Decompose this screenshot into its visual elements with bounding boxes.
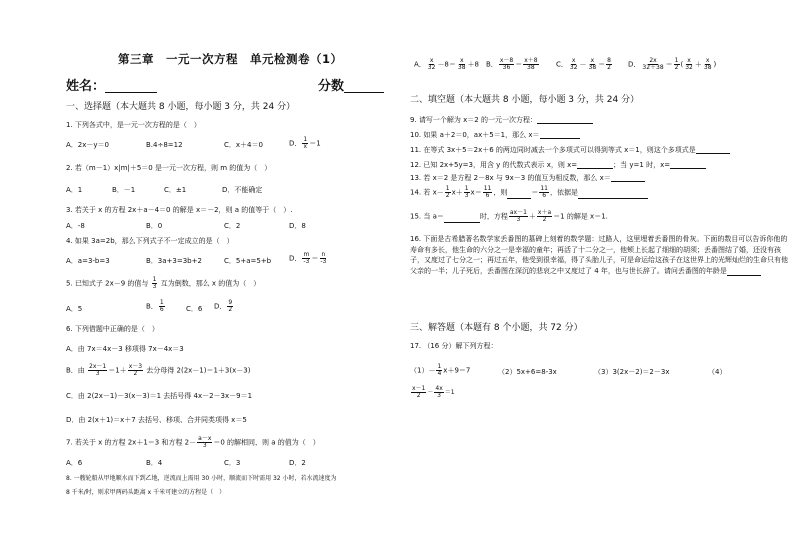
question-14: 14. 若 x－ $\frac{1}{2}$ x＋ $\frac{1}{3}$ x＝ $\frac{11}{6}$ ，则 ＝ $\frac{11}{6}$ ，依据是 (410, 186, 648, 199)
q1-option-b[interactable]: B.4÷8=12 (146, 141, 183, 149)
question-17: 17. （16 分）解下列方程： (410, 342, 498, 350)
q17-part-3: （3）3(2x－2)＝2－3x (594, 368, 670, 376)
question-11: 11. 在等式 3x＋5＝2x＋6 的两边同时减去一个多项式可以得到等式 x＝1，则这个多项式是 (410, 146, 730, 154)
section-title-choice: 一、选择题（本大题共 8 小题，每小题 3 分，共 24 分） (66, 102, 296, 112)
q15-blank[interactable] (444, 215, 480, 223)
q7-option-a[interactable]: A．6 (66, 459, 83, 467)
q1-option-d[interactable]: D． $\frac{1}{x}$ ＝1 (289, 136, 321, 150)
q9-blank[interactable] (537, 116, 593, 124)
q5-option-c[interactable]: C．6 (186, 305, 203, 313)
q6-option-c[interactable]: C．由 2(2x－1)－3(x－3)＝1 去括号得 4x－2－3x－9＝1 (66, 392, 253, 400)
question-4: 4. 如果 3a=2b，那么下列式子不一定成立的是（ ） (66, 237, 234, 245)
q6-option-d[interactable]: D．由 2(x＋1)＝x＋7 去括号、移项、合并同类项得 x＝5 (66, 416, 247, 424)
q3-option-b[interactable]: B．0 (146, 222, 163, 230)
q14-blank-2[interactable] (578, 191, 648, 199)
q14-blank-1[interactable] (507, 191, 531, 199)
score-blank[interactable] (344, 82, 384, 93)
q8-option-c[interactable]: C． $\frac{x}{32}$ － $\frac{x}{38}$ ＝ $\frac{8}{2}$ (556, 57, 611, 71)
question-7: 7. 若关于 x 的方程 2x＋1＝3 和方程 2－ $\frac{a-x}{3}$ ＝0 的解相同，则 a 的值为（ ） (66, 435, 320, 449)
question-15: 15. 当 a＝ 时，方程 $\frac{ax-1}{3}$ ＋ $\frac{x+a}{2}$ ＝1 的解是 x＝1. (410, 209, 608, 223)
question-2: 2. 若（m－1）x|m|＋5＝0 是一元一次方程，则 m 的值为（ ） (66, 164, 272, 172)
q17-part-1: （1）－ $\frac{1}{4}$ x＋9＝7 (410, 363, 471, 377)
q4-option-b[interactable]: B．3a+3=3b+2 (146, 257, 202, 265)
q2-option-a[interactable]: A．1 (66, 186, 83, 194)
q4-option-a[interactable]: A．a=3-b=3 (66, 257, 110, 265)
question-12: 12. 已知 2x+5y=3，用含 y 的代数式表示 x，则 x= ；当 y=1 时，x= (410, 161, 706, 169)
question-13: 13. 若 x＝2 是方程 2－8x 与 9x－3 的值互为相反数，那么 x＝ (410, 174, 645, 182)
q1-option-a[interactable]: A．2x－y＝0 (66, 141, 109, 149)
q2-option-c[interactable]: C．±1 (164, 186, 187, 194)
q4-option-d[interactable]: D． $\frac{m}{-3}$ ＝ $\frac{n}{-3}$ (289, 251, 327, 265)
name-field (66, 80, 157, 93)
question-1: 1. 下列各式中，是一元一次方程的是（ ） (66, 121, 201, 129)
page-title: 第三章 一元一次方程 单元检测卷（1） (118, 52, 343, 66)
name-blank[interactable] (105, 82, 157, 93)
q8-option-a[interactable]: A． $\frac{x}{32}$ －8＝ $\frac{x}{38}$ ＋8 (414, 57, 480, 71)
q12-blank-1[interactable] (577, 161, 613, 169)
question-8-line-1: 8. 一艘轮船从甲地顺水而下到乙地，逆流而上需用 30 小时，顺流而下时需用 32 小时，若水流速度为 (66, 475, 337, 482)
q7-option-c[interactable]: C．3 (224, 459, 241, 467)
q3-option-d[interactable]: D．8 (289, 222, 306, 230)
q2-option-d[interactable]: D．不能确定 (222, 186, 263, 194)
q11-blank[interactable] (696, 146, 730, 154)
question-8-line-2: 8 千米/时，则求甲两码头距离 x 千米可建立的方程是（ ） (66, 489, 226, 496)
question-10: 10. 如果 a＋2＝0，ax＋5＝1，那么 x＝ (410, 131, 580, 139)
section-title-answer: 三、解答题（本题有 8 个小题，共 72 分） (410, 323, 583, 333)
q2-option-b[interactable]: B．－1 (112, 186, 136, 194)
q5-option-a[interactable]: A．5 (66, 305, 83, 313)
q4-option-c[interactable]: C．5+a=5+b (224, 257, 272, 265)
question-5: 5. 已知式子 2x－9 的值与 $\frac{1}{3}$ 互为倒数，那么 x 的值为（ ） (66, 276, 261, 290)
q10-blank[interactable] (540, 131, 580, 139)
question-16: 16. 下面是古希腊著名数学家丢番图的墓碑上刻着的数学题：过路人，这里埋着丢番图的骨灰。下面的数目可以告诉你他的寿命有多长，他生命的六分之一是幸福的童年；再活了十二分之一，他颊上长起了细细的胡须；丢番图结了婚，还没有孩子，又度过了七分之一；再过五年，他受到很幸福，得了头胎儿子，可是命运给这孩子在这世界上的光辉灿烂的生命只有他父亲的一半；儿子死后，丢番图在深沉的悲哀之中又度过了 4 年，也与世长辞了。请问丢番图的年龄是 (410, 235, 788, 275)
q8-option-b[interactable]: B． $\frac{x-8}{36}$ ＝ $\frac{x+8}{38}$ (486, 57, 538, 71)
q7-option-b[interactable]: B．4 (146, 459, 163, 467)
q17-part-4-equation: $\frac{x-1}{2}$ － $\frac{4x}{3}$ ＝1 (412, 385, 455, 399)
q6-option-b[interactable]: B．由 $\frac{2x-1}{3}$ ＝1＋ $\frac{x-3}{2}$ 去分母得 2(2x－1)＝1＋3(x－3) (66, 363, 251, 377)
section-title-fill: 二、填空题（本大题共 8 小题，每小题 3 分，共 24 分） (410, 95, 640, 105)
q8-option-d[interactable]: D． $\frac{2x}{32+38}$ ＝ $\frac{1}{2}$ ( $\frac{x}{32}$ ＋ $\frac{x}{38}$ ) (628, 57, 717, 71)
q3-option-c[interactable]: C．2 (224, 222, 241, 230)
q12-blank-2[interactable] (670, 161, 706, 169)
q16-blank[interactable] (727, 268, 761, 276)
q17-part-2: （2）5x+6=8-3x (498, 368, 557, 376)
question-3: 3. 若关于 x 的方程 2x＋a－4＝0 的解是 x＝－2，则 a 的值等于（ ）. (66, 206, 293, 214)
q5-option-d[interactable]: D． $\frac{9}{2}$ (214, 299, 233, 313)
question-6: 6. 下列借题中正确的是（ ） (66, 325, 159, 333)
q7-option-d[interactable]: D．2 (289, 459, 306, 467)
q13-blank[interactable] (611, 174, 645, 182)
name-label: 姓名： (66, 79, 106, 94)
q3-option-a[interactable]: A．-8 (66, 222, 85, 230)
q17-part-4-label: （4） (708, 368, 727, 376)
score-label: 分数 (318, 79, 345, 94)
score-field (318, 80, 384, 93)
q1-option-c[interactable]: C．x＋4＝0 (224, 141, 263, 149)
q5-option-b[interactable]: B． $\frac{1}{6}$ (146, 299, 164, 313)
q6-option-a[interactable]: A．由 7x＝4x－3 移项得 7x－4x＝3 (66, 345, 184, 353)
question-9: 9. 请写一个解为 x＝2 的一元一次方程： (410, 116, 593, 124)
